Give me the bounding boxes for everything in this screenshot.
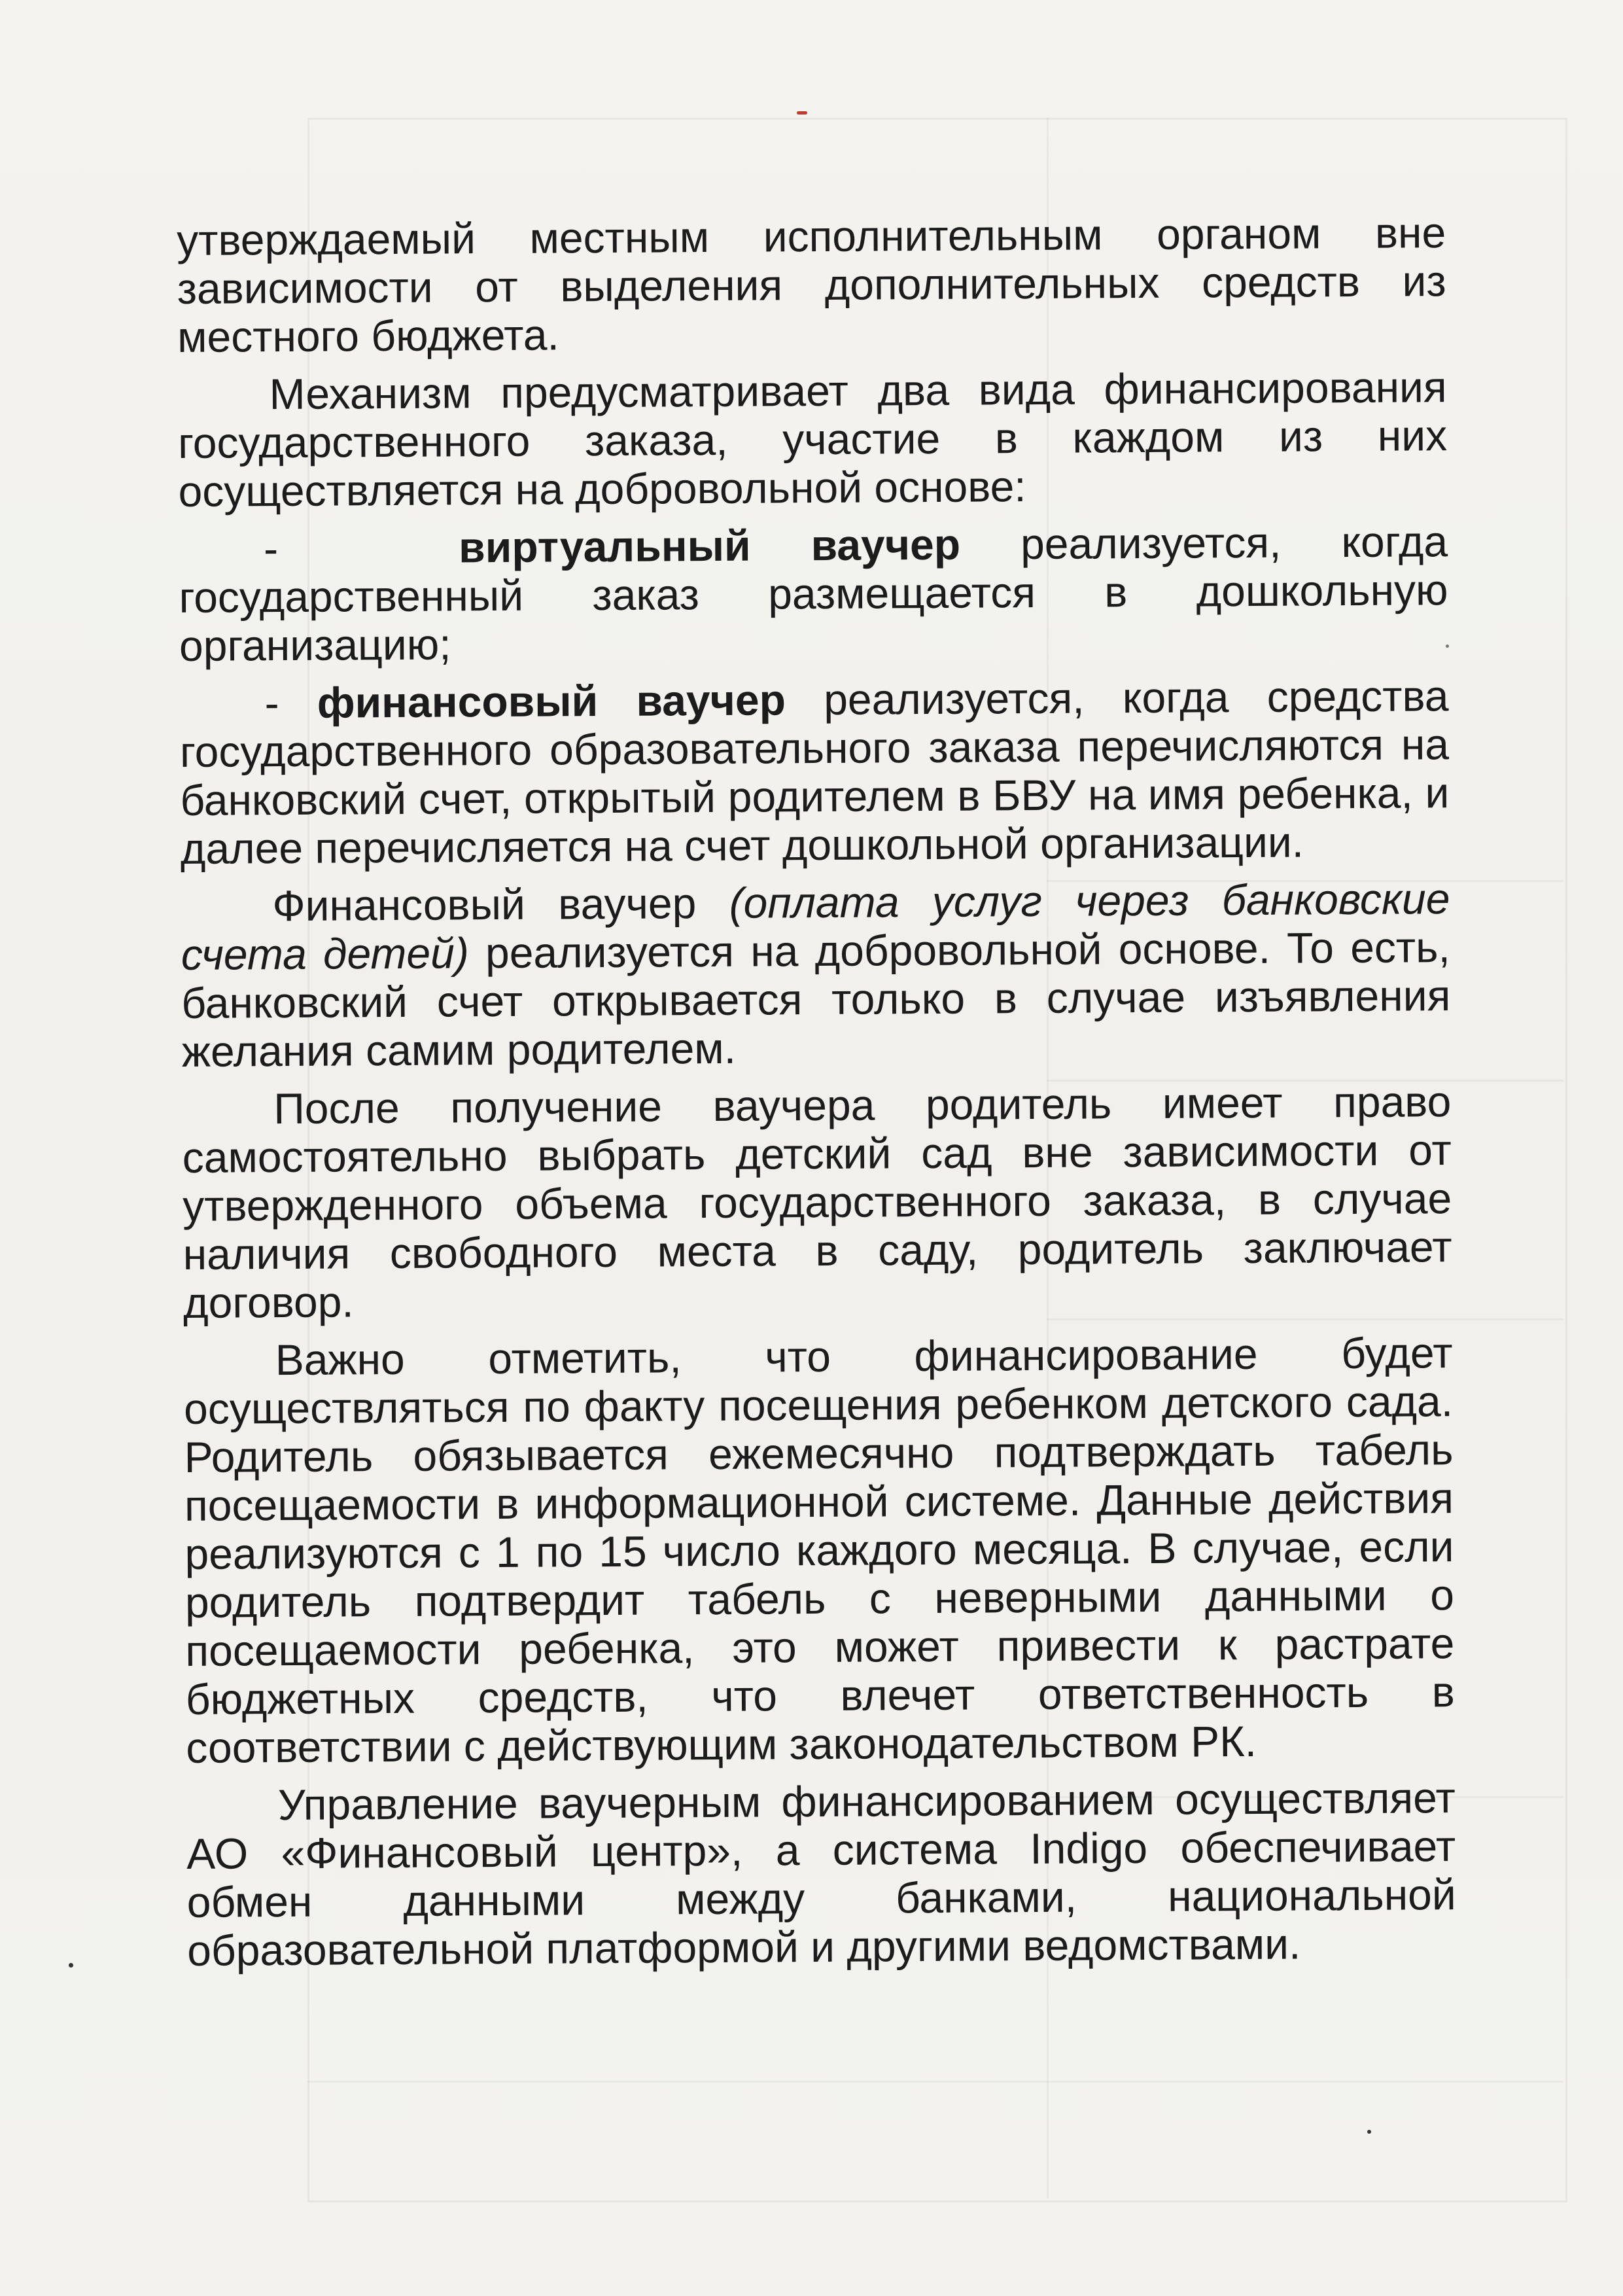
italic-note: (оплата услуг через банковские счета детей) <box>181 874 1450 979</box>
scan-speck <box>797 111 807 115</box>
paragraph-text: Финансовый ваучер <box>272 878 729 930</box>
scan-speck <box>1367 2130 1371 2134</box>
document-body <box>177 208 1456 1984</box>
paragraph-continuation: утверждаемый местным исполнительным органом вне зависимости от выделения дополнительных средств из местного бюджета. <box>177 208 1446 361</box>
paragraph-mechanism: Механизм предусматривает два вида финансирования государственного заказа, участие в каждом из них осуществляется на добровольной основе: <box>177 362 1448 516</box>
scan-speck <box>69 1963 73 1968</box>
bleed-through-rule <box>307 2081 1563 2083</box>
paragraph-text: реализуется на добровольной основе. То есть, банковский счет открывается только в случае изъявления желания самим родителем. <box>181 923 1451 1076</box>
term-financial-voucher: финансовый ваучер <box>317 675 786 727</box>
term-virtual-voucher: виртуальный ваучер <box>458 520 961 572</box>
bullet-virtual-voucher <box>179 517 1448 670</box>
bullet-text: реализуется, когда средства государственного образовательного заказа перечисляются на банковский счет, открытый родителем в БВУ на имя ребенка, и далее перечисляется на счет дошкольной организации. <box>179 671 1450 873</box>
paragraph-financial-voucher <box>181 874 1451 1076</box>
paragraph-management: Управление ваучерным финансированием осуществляет АО «Финансовый центр», а система Indigo обеспечивает обмен данными между банками, национальной образовательной платформой и другими ведомствами. <box>186 1773 1456 1975</box>
bullet-dash: - <box>264 679 279 728</box>
bullet-dash: - <box>263 524 279 573</box>
bullet-text: реализуется, когда государственный заказ размещается в дошкольную организацию; <box>179 517 1448 670</box>
bullet-financial-voucher <box>179 671 1450 873</box>
paragraph-attendance: Важно отметить, что финансирование будет осуществляться по факту посещения ребенком детского сада. Родитель обязывается ежемесячно подтверждать табель посещаемости в информационной системе. Данные действия реализуются с 1 по 15 число каждого месяца. В случае, если родитель подтвердит табель с неверными данными о посещаемости ребенка, это может привести к растрате бюджетных средств, что влечет ответственность в соответствии с действующим законодательством РК. <box>183 1328 1456 1772</box>
paragraph-after-voucher: После получение ваучера родитель имеет право самостоятельно выбрать детский сад вне зависимости от утвержденного объема государственного заказа, в случае наличия свободного места в саду, родитель заключает договор. <box>182 1077 1452 1327</box>
